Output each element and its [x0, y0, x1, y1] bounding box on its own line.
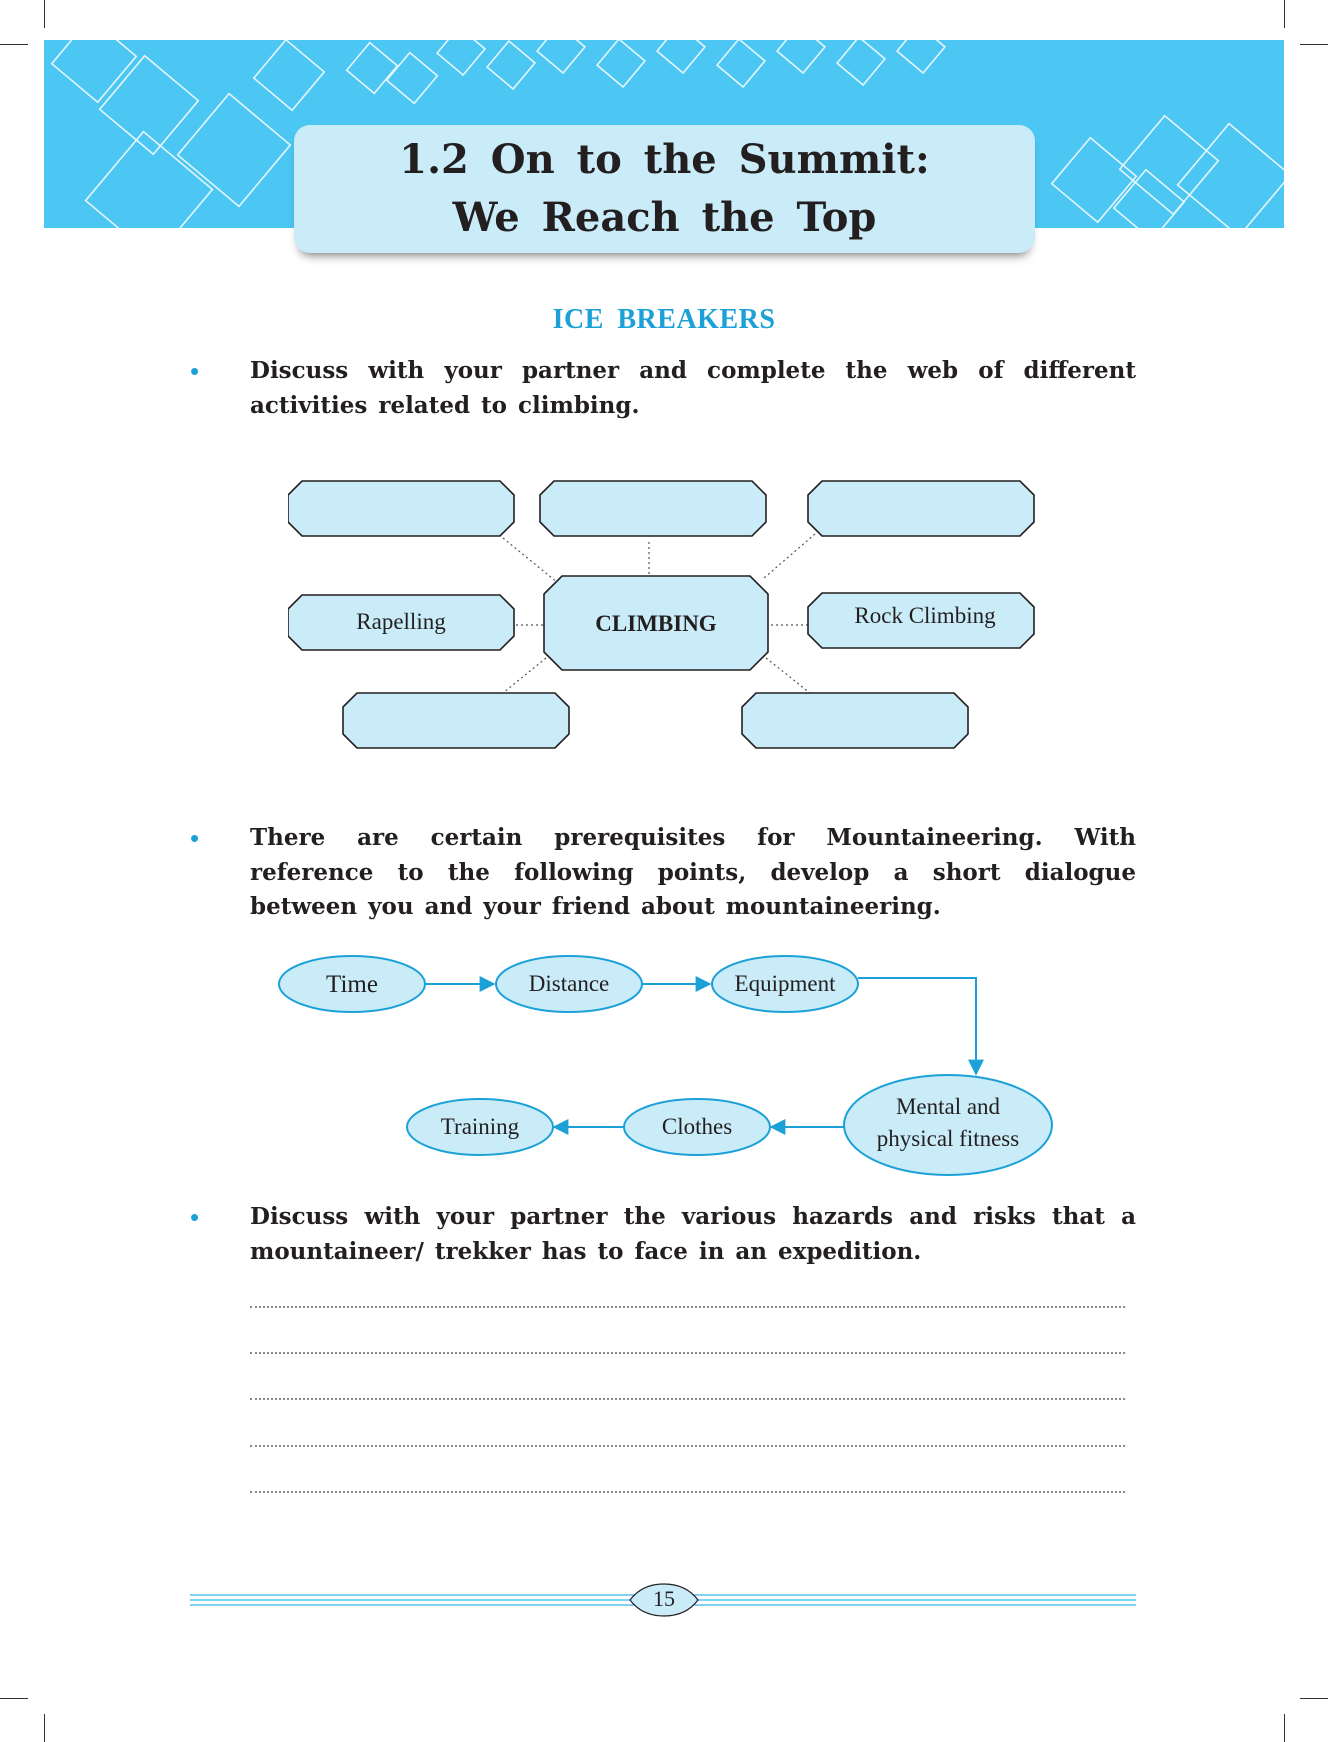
flow-node-fitness [844, 1075, 1052, 1175]
flow-arrow [858, 978, 976, 1074]
writing-line[interactable] [250, 1306, 1125, 1308]
crop-mark [1300, 1698, 1328, 1699]
bullet-icon: • [190, 1202, 200, 1232]
crop-mark [0, 1698, 28, 1699]
writing-line[interactable] [250, 1352, 1125, 1354]
bullet-icon: • [190, 823, 200, 853]
chapter-title-box [294, 125, 1035, 253]
mountaineering-flow-diagram [272, 950, 1072, 1180]
crop-mark [0, 44, 28, 45]
flow-node-training-label: Training [440, 1114, 520, 1139]
connector-line [503, 658, 546, 693]
connector-line [764, 534, 815, 578]
web-node-bottom-left [343, 693, 569, 748]
web-node-middle-left-label: Rapelling [356, 609, 446, 634]
flow-node-time-label: Time [326, 971, 378, 998]
bullet-text: Discuss with your partner and complete the web of different activities related to climbing. [250, 357, 1136, 419]
section-heading: ICE BREAKERS [552, 304, 776, 335]
flow-node-equipment-label: Equipment [734, 971, 836, 996]
crop-mark [1284, 0, 1285, 28]
flow-node-fitness-label-line1: Mental and [895, 1094, 1001, 1119]
crop-mark [44, 1714, 45, 1742]
page-footer [190, 1582, 1136, 1622]
climbing-web-diagram [288, 478, 1048, 768]
crop-mark [1284, 1714, 1285, 1742]
flow-node-clothes-label: Clothes [661, 1114, 733, 1139]
web-node-center-label: CLIMBING [595, 611, 717, 636]
chapter-title-line2: We Reach the Top [452, 194, 877, 241]
connector-line [503, 538, 558, 583]
bullet-text: There are certain prerequisites for Mountaineering. With reference to the following points, develop a short dialogue between you and your friend about mountaineering. [250, 824, 1136, 920]
web-node-bottom-right [742, 693, 968, 748]
crop-mark [44, 0, 45, 28]
crop-mark [1300, 44, 1328, 45]
writing-line[interactable] [250, 1445, 1125, 1447]
web-node-top-right [808, 481, 1034, 536]
web-node-top-center [540, 481, 766, 536]
writing-line[interactable] [250, 1398, 1125, 1400]
connector-line [766, 658, 810, 693]
chapter-title-line1: 1.2 On to the Summit: [399, 136, 930, 183]
flow-node-distance-label: Distance [528, 971, 610, 996]
page-number: 15 [653, 1586, 675, 1611]
flow-node-fitness-label-line2: physical fitness [876, 1126, 1020, 1151]
writing-line[interactable] [250, 1491, 1125, 1493]
web-node-middle-right-label: Rock Climbing [854, 603, 996, 628]
web-node-top-left [288, 481, 514, 536]
bullet-icon: • [190, 356, 200, 386]
bullet-text: Discuss with your partner the various hazards and risks that a mountaineer/ trekker has to face in an expedition. [250, 1203, 1136, 1265]
